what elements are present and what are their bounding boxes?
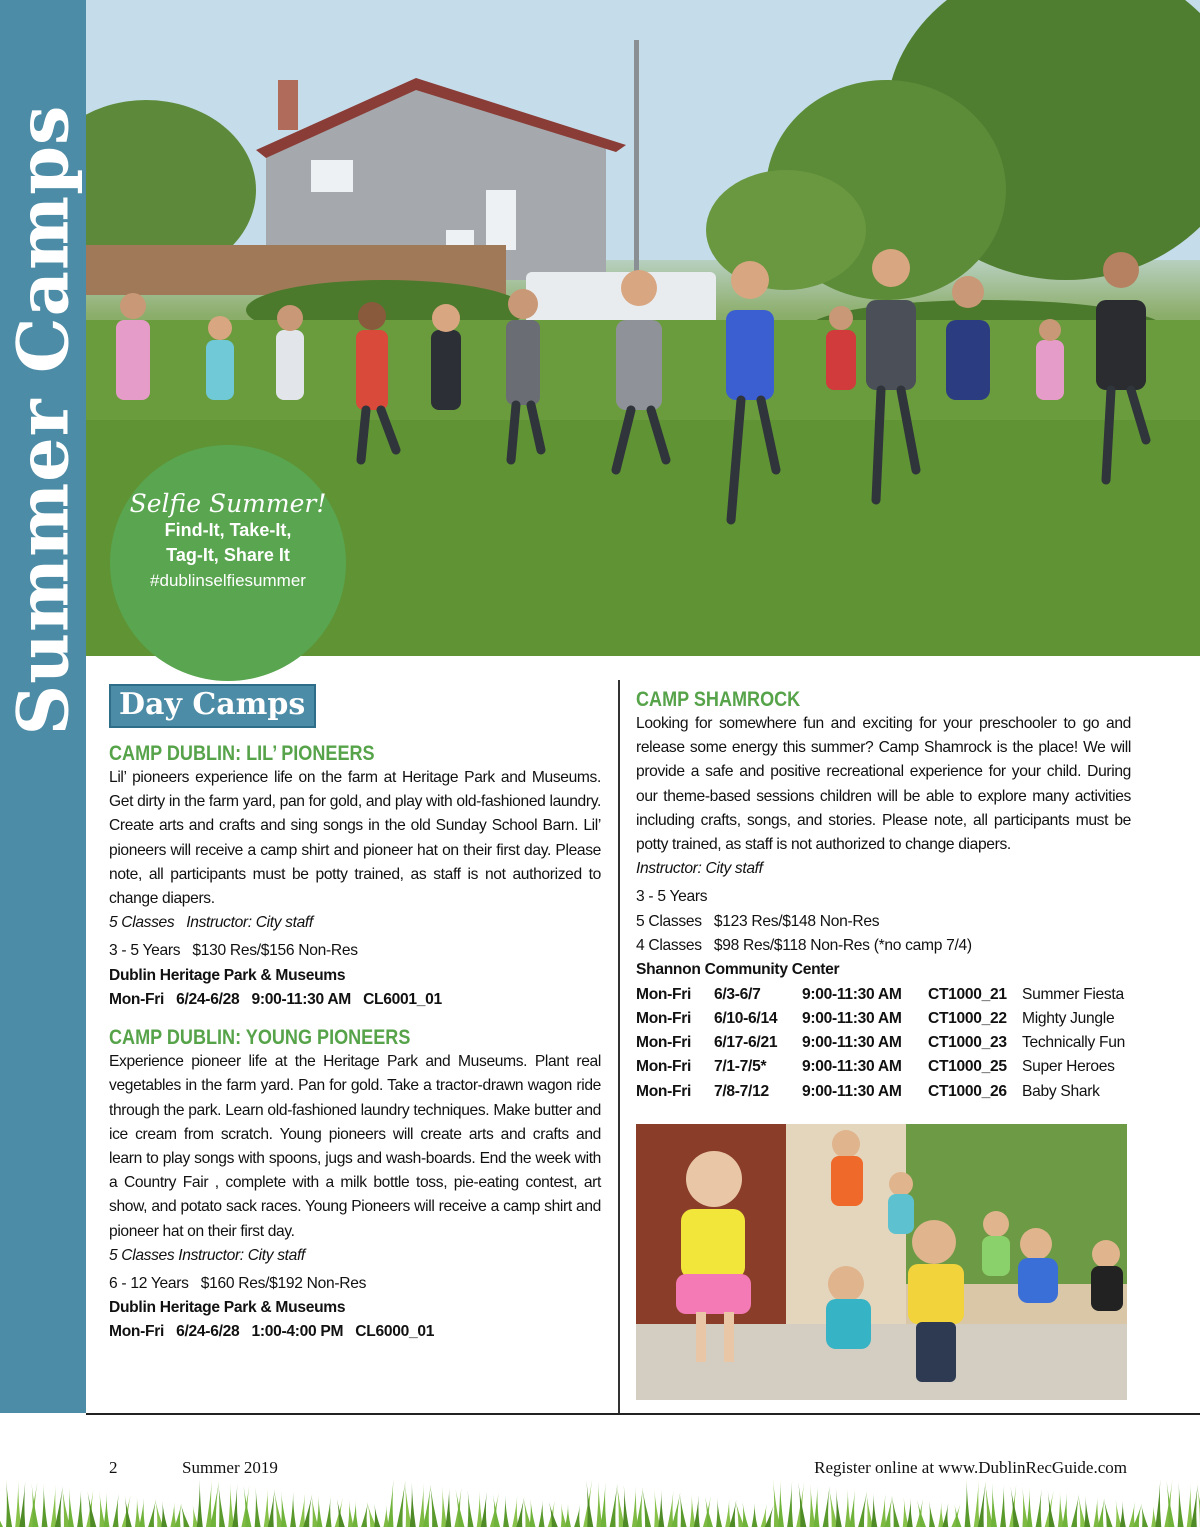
session-code: CT1000_26 bbox=[928, 1082, 1007, 1100]
session-theme: Baby Shark bbox=[1022, 1082, 1100, 1100]
camp-shamrock-fee-5: 5 Classes $123 Res/$148 Non-Res bbox=[636, 912, 880, 930]
session-theme: Mighty Jungle bbox=[1022, 1009, 1115, 1027]
session-time: 9:00-11:30 AM bbox=[802, 1082, 902, 1100]
table-row bbox=[636, 1031, 1125, 1055]
session-time: 9:00-11:30 AM bbox=[802, 1009, 902, 1027]
camp-lil-pioneers-classes: 5 Classes Instructor: City staff bbox=[109, 914, 313, 932]
badge-title: Selfie Summer! bbox=[129, 489, 327, 518]
session-days: Mon-Fri bbox=[636, 1009, 692, 1027]
footer-rule bbox=[86, 1413, 1200, 1415]
camp-young-pioneers-schedule: Mon-Fri 6/24-6/28 1:00-4:00 PM CL6000_01 bbox=[109, 1323, 435, 1341]
section-label: Day Camps bbox=[109, 684, 316, 728]
session-days: Mon-Fri bbox=[636, 985, 692, 1003]
session-theme: Summer Fiesta bbox=[1022, 985, 1124, 1003]
camp-lil-pioneers-heading: CAMP DUBLIN: LIL’ PIONEERS bbox=[109, 742, 375, 765]
camp-shamrock-ages: 3 - 5 Years bbox=[636, 888, 708, 906]
camp-lil-pioneers-description: Lil’ pioneers experience life on the farm at Heritage Park and Museums. Get dirty in the farm yard, pan for gold, and play with old-fashioned laundry. Create arts and crafts and sing songs in the old Sunday School Barn. Lil’ pioneers will receive a camp shirt and pioneer hat on their first day. Please note, all participants must be potty trained, as staff is not authorized to change diapers. bbox=[109, 769, 601, 908]
table-row bbox=[636, 982, 1125, 1006]
camp-young-pioneers-heading: CAMP DUBLIN: YOUNG PIONEERS bbox=[109, 1026, 411, 1050]
column-divider bbox=[618, 680, 620, 1414]
badge-line-1: Find-It, Take-It, bbox=[164, 520, 292, 540]
session-theme: Super Heroes bbox=[1022, 1058, 1115, 1076]
left-column bbox=[109, 684, 601, 1345]
selfie-summer-badge bbox=[110, 445, 346, 681]
session-days: Mon-Fri bbox=[636, 1082, 692, 1100]
session-dates: 6/10-6/14 bbox=[714, 1009, 778, 1027]
session-days: Mon-Fri bbox=[636, 1034, 692, 1052]
session-code: CT1000_22 bbox=[928, 1009, 1007, 1027]
badge-hashtag: #dublinselfiesummer bbox=[150, 571, 306, 590]
session-theme: Technically Fun bbox=[1022, 1034, 1125, 1052]
footer-register: Register online at www.DublinRecGuide.com bbox=[814, 1458, 1127, 1477]
table-row bbox=[636, 1055, 1125, 1079]
camp-lil-pioneers-location: Dublin Heritage Park & Museums bbox=[109, 966, 346, 984]
preschool-kids-illustration bbox=[636, 1124, 1127, 1400]
session-time: 9:00-11:30 AM bbox=[802, 1058, 902, 1076]
table-row bbox=[636, 1007, 1125, 1031]
session-time: 9:00-11:30 AM bbox=[802, 985, 902, 1003]
grass-border bbox=[0, 1478, 1200, 1527]
session-dates: 7/8-7/12 bbox=[714, 1082, 769, 1100]
camp-young-pioneers-fee: 6 - 12 Years $160 Res/$192 Non-Res bbox=[109, 1274, 367, 1292]
page-number: 2 bbox=[109, 1458, 118, 1477]
session-code: CT1000_21 bbox=[928, 985, 1007, 1003]
camp-shamrock-heading: CAMP SHAMROCK bbox=[636, 688, 801, 711]
side-title bbox=[0, 0, 86, 1413]
right-column bbox=[636, 688, 1131, 1104]
session-dates: 6/3-6/7 bbox=[714, 985, 761, 1003]
camp-shamrock-instructor: Instructor: City staff bbox=[636, 860, 763, 878]
side-title-text: Summer Camps bbox=[1, 104, 85, 736]
preschool-kids-photo bbox=[636, 1124, 1127, 1400]
camp-shamrock-sessions bbox=[636, 982, 1125, 1103]
camp-shamrock-location: Shannon Community Center bbox=[636, 961, 840, 979]
camp-young-pioneers-location: Dublin Heritage Park & Museums bbox=[109, 1299, 346, 1317]
camp-lil-pioneers-schedule: Mon-Fri 6/24-6/28 9:00-11:30 AM CL6001_01 bbox=[109, 990, 442, 1008]
session-dates: 6/17-6/21 bbox=[714, 1034, 778, 1052]
table-row bbox=[636, 1080, 1125, 1104]
camp-lil-pioneers-fee: 3 - 5 Years $130 Res/$156 Non-Res bbox=[109, 942, 358, 960]
camp-shamrock-fee-4: 4 Classes $98 Res/$118 Non-Res (*no camp 7/4) bbox=[636, 936, 972, 954]
camp-young-pioneers-classes: 5 Classes Instructor: City staff bbox=[109, 1246, 305, 1264]
badge-line-2: Tag-It, Share It bbox=[166, 545, 290, 565]
camp-shamrock-description: Looking for somewhere fun and exciting for your preschooler to go and release some energy this summer? Camp Shamrock is the place! We will provide a safe and positive recreational experience for your child. During our theme-based sessions children will be able to explore many activities including crafts, songs, and stories. Please note, all participants must be potty trained, as staff is not authorized to change diapers. bbox=[636, 715, 1131, 854]
session-code: CT1000_25 bbox=[928, 1058, 1007, 1076]
session-days: Mon-Fri bbox=[636, 1058, 692, 1076]
camp-young-pioneers-description: Experience pioneer life at the Heritage Park and Museums. Plant real vegetables in the farm yard. Pan for gold. Take a tractor-drawn wagon ride through the park. Learn old-fashioned laundry techniques. Make butter and ice cream from scratch. Young pioneers will create arts and crafts and learn to play songs with spoons, jugs and wash-boards. End the week with a Country Fair , complete with a milk bottle toss, pie-eating contest, art show, and potato sack races. Young Pioneers will receive a camp shirt and pioneer hat on their first day. bbox=[109, 1053, 601, 1240]
session-code: CT1000_23 bbox=[928, 1034, 1007, 1052]
footer-season: Summer 2019 bbox=[182, 1458, 278, 1477]
session-dates: 7/1-7/5* bbox=[714, 1058, 767, 1076]
session-time: 9:00-11:30 AM bbox=[802, 1034, 902, 1052]
